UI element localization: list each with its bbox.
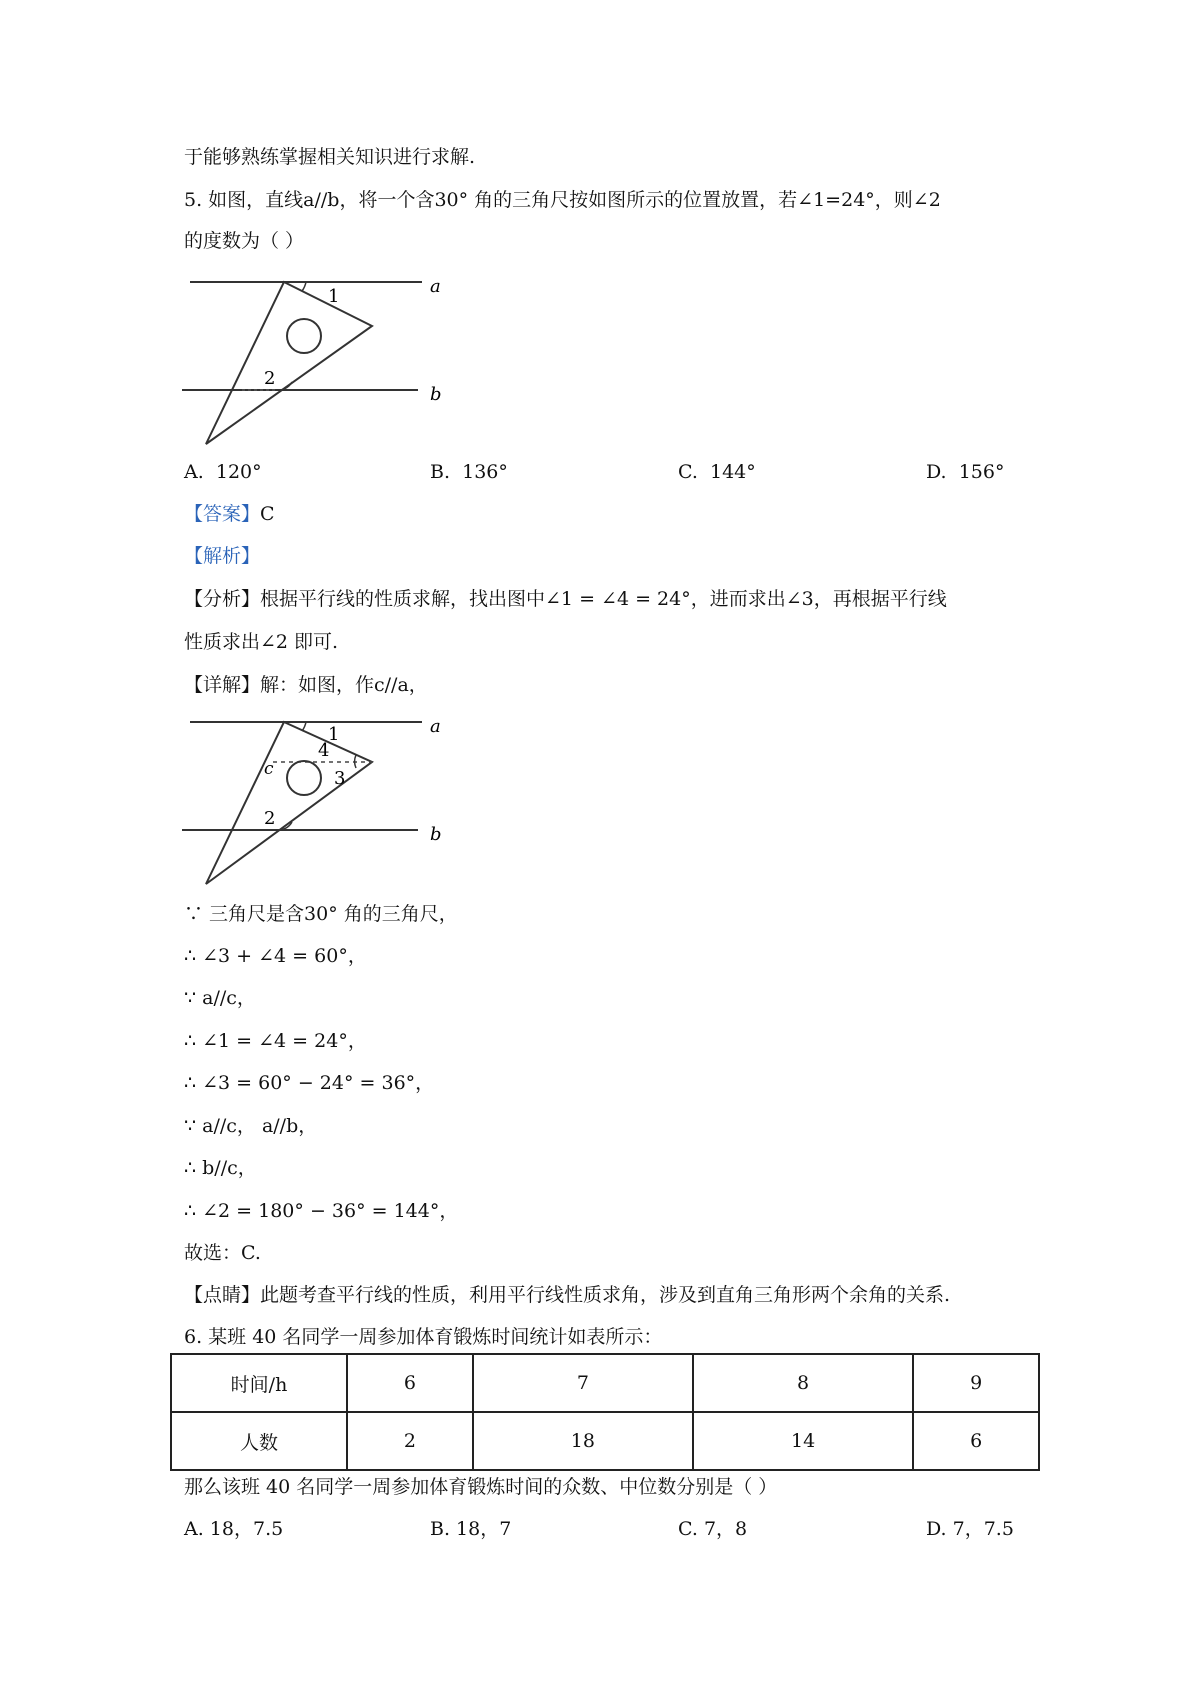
table-cell: 9 (913, 1354, 1039, 1412)
step-6: ∵ a//c， a//b， (184, 1115, 318, 1137)
q5-stem-line2: 的度数为（ ） (184, 230, 305, 252)
label-b: b (430, 824, 442, 845)
q6-option-a: A. 18，7.5 (184, 1518, 284, 1540)
table-cell: 6 (347, 1354, 473, 1412)
figure-triangle-parallel-lines (180, 268, 440, 450)
ruler-hole (287, 319, 321, 353)
detail-tag: 【详解】 (184, 674, 261, 696)
angle1-arc (302, 722, 306, 731)
triangle-ruler (206, 282, 372, 444)
table-cell: 2 (347, 1412, 473, 1470)
step-7: ∴ b//c， (184, 1157, 257, 1179)
label-c: c (264, 759, 274, 779)
table-row (171, 1354, 1039, 1412)
q5-analysis (184, 541, 260, 571)
step-1: ∵ 三角尺是含30° 角的三角尺， (184, 903, 458, 925)
answer-tag: 【答案】 (184, 503, 261, 525)
q5-fenxi-line2: 性质求出∠2 即可. (184, 631, 339, 653)
table-cell: 18 (473, 1412, 693, 1470)
q6-question: 那么该班 40 名同学一周参加体育锻炼时间的众数、中位数分别是（ ） (184, 1476, 778, 1498)
step-4: ∴ ∠1 = ∠4 = 24°， (184, 1030, 367, 1052)
triangle-ruler (206, 722, 372, 884)
label-angle1: 1 (328, 724, 340, 745)
label-angle4: 4 (318, 740, 330, 761)
label-a: a (430, 276, 441, 297)
step-5: ∴ ∠3 = 60° − 24° = 36°， (184, 1072, 435, 1094)
q5-comment: 【点睛】此题考查平行线的性质，利用平行线性质求角，涉及到直角三角形两个余角的关系. (184, 1284, 951, 1306)
table-cell: 时间/h (171, 1354, 347, 1412)
label-angle2: 2 (264, 808, 276, 829)
comment-tag: 【点睛】 (184, 1284, 261, 1306)
analysis-tag: 【解析】 (184, 545, 261, 567)
exercise-time-table (170, 1353, 1040, 1471)
q5-option-d: D. 156° (926, 461, 1005, 483)
answer-value: C (260, 503, 275, 525)
label-angle3: 3 (334, 768, 346, 789)
angle2-arc (276, 382, 292, 390)
figure-triangle-auxiliary-line (180, 712, 440, 894)
q6-option-d: D. 7，7.5 (926, 1518, 1014, 1540)
step-3: ∵ a//c， (184, 987, 256, 1009)
label-angle1: 1 (328, 286, 340, 307)
label-angle2: 2 (264, 368, 276, 389)
table-cell: 8 (693, 1354, 913, 1412)
angle1-arc (302, 282, 306, 291)
table-cell: 14 (693, 1412, 913, 1470)
table-row (171, 1412, 1039, 1470)
label-a: a (430, 716, 441, 737)
q5-answer (184, 499, 275, 529)
step-8: ∴ ∠2 = 180° − 36° = 144°， (184, 1200, 459, 1222)
table-cell: 6 (913, 1412, 1039, 1470)
intro-tail: 于能够熟练掌握相关知识进行求解. (184, 146, 476, 168)
table-cell: 人数 (171, 1412, 347, 1470)
label-b: b (430, 384, 442, 405)
q6-stem: 6. 某班 40 名同学一周参加体育锻炼时间统计如表所示： (184, 1326, 663, 1348)
table-cell: 7 (473, 1354, 693, 1412)
step-9: 故选：C. (184, 1242, 261, 1264)
q6-option-b: B. 18，7 (430, 1518, 512, 1540)
fenxi-tag: 【分析】 (184, 588, 261, 610)
step-2: ∴ ∠3 + ∠4 = 60°， (184, 945, 367, 967)
q6-option-c: C. 7，8 (678, 1518, 748, 1540)
q5-option-c: C. 144° (678, 461, 756, 483)
q5-option-b: B. 136° (430, 461, 508, 483)
q5-detail: 【详解】解：如图，作c//a， (184, 674, 428, 696)
q5-option-a: A. 120° (184, 461, 262, 483)
q5-stem-line1: 5. 如图，直线a//b，将一个含30° 角的三角尺按如图所示的位置放置，若∠1=24°，则∠2 (184, 189, 941, 211)
ruler-hole (287, 761, 321, 795)
q5-fenxi-line1: 【分析】根据平行线的性质求解，找出图中∠1 = ∠4 = 24°，进而求出∠3，再根据平行线 (184, 588, 947, 610)
